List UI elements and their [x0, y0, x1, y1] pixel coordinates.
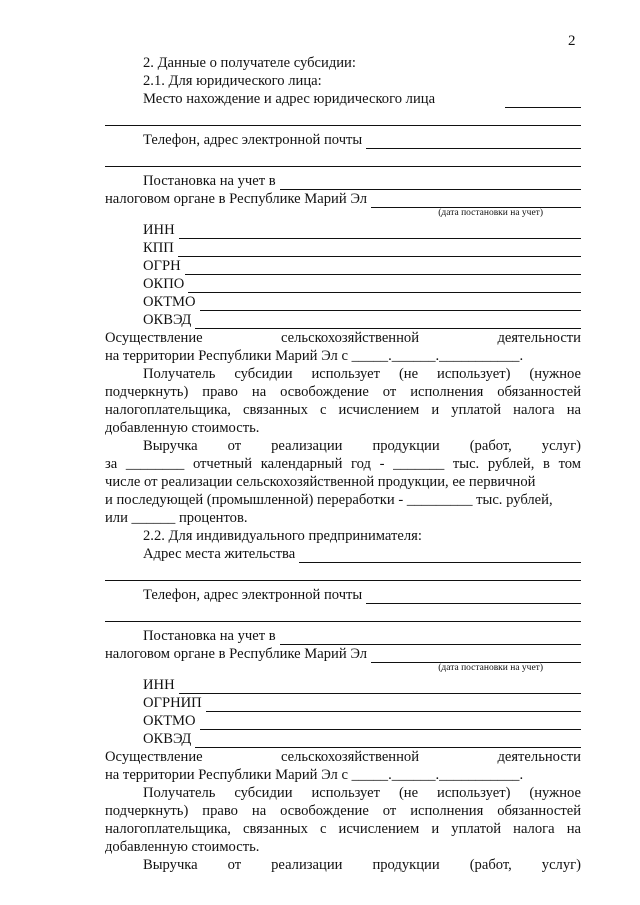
legal-reg-date-field[interactable]	[371, 195, 581, 208]
legal-reg-field[interactable]	[280, 177, 581, 190]
revenue-word: от	[227, 438, 242, 454]
revenue-word: Выручка	[143, 857, 198, 873]
code-input-line[interactable]	[206, 699, 581, 712]
legal-vat-paragraph	[105, 365, 581, 437]
legal-phone-label: Телефон, адрес электронной почты	[143, 132, 363, 148]
ip-reg-label2: налоговом органе в Республике Марий Эл	[105, 646, 368, 662]
activity-word: сельскохозяйственной	[281, 749, 420, 765]
ip-phone-field-line2[interactable]	[105, 604, 581, 622]
ip-reg-date-field[interactable]	[371, 650, 581, 663]
ip-address-row	[105, 545, 581, 563]
revenue-word: (работ,	[469, 857, 512, 873]
ip-activity-line2: на территории Республики Марий Эл с _____.______.___________.	[105, 767, 524, 783]
revenue-word: рублей,	[487, 456, 535, 472]
legal-phone-field-line2[interactable]	[105, 149, 581, 167]
code-input-line[interactable]	[200, 717, 581, 730]
form-sheet	[105, 54, 581, 874]
code-input-line[interactable]	[195, 316, 581, 329]
revenue-word: _______	[393, 456, 445, 472]
revenue-word: ________	[125, 456, 185, 472]
legal-phone-field[interactable]	[366, 136, 581, 149]
revenue-word: реализации	[271, 438, 343, 454]
activity-word: деятельности	[497, 749, 581, 765]
legal-address-field-line2[interactable]	[105, 108, 581, 126]
legal-activity-line1	[105, 329, 581, 347]
page-number: 2	[568, 33, 576, 49]
legal-address-row	[105, 90, 581, 108]
ip-address-label: Адрес места жительства	[143, 546, 296, 562]
ip-vat-paragraph	[105, 784, 581, 856]
legal-reg-label2: налоговом органе в Республике Марий Эл	[105, 191, 368, 207]
revenue-word: продукции	[372, 857, 440, 873]
ip-reg-row	[105, 627, 581, 645]
code-field-row	[105, 275, 581, 293]
code-label: ОГРНИП	[143, 695, 202, 711]
activity-word: сельскохозяйственной	[281, 330, 420, 346]
legal-revenue-line1	[105, 437, 581, 455]
ip-address-field[interactable]	[299, 550, 581, 563]
ip-revenue-line1	[105, 856, 581, 874]
code-input-line[interactable]	[178, 244, 581, 257]
legal-revenue-line5: или ______ процентов.	[105, 510, 248, 526]
code-field-row	[105, 676, 581, 694]
legal-revenue-line2	[105, 455, 581, 473]
revenue-word: отчетный	[192, 456, 253, 472]
revenue-word: в	[543, 456, 550, 472]
section-2-2-heading: 2.2. Для индивидуального предпринимателя:	[143, 528, 422, 544]
legal-reg-hint: (дата постановки на учет)	[438, 208, 543, 218]
code-label: ОКТМО	[143, 713, 196, 729]
code-input-line[interactable]	[179, 226, 581, 239]
ip-address-field-line2[interactable]	[105, 563, 581, 581]
legal-reg-row2	[105, 190, 581, 208]
ip-phone-field[interactable]	[366, 591, 581, 604]
activity-word: деятельности	[497, 330, 581, 346]
revenue-word: (работ,	[469, 438, 512, 454]
code-field-row	[105, 694, 581, 712]
legal-reg-row	[105, 172, 581, 190]
code-label: ОКВЭД	[143, 731, 192, 747]
section-2-heading: 2. Данные о получателе субсидии:	[143, 55, 356, 71]
revenue-word: тыс.	[452, 456, 480, 472]
revenue-word: за	[105, 456, 118, 472]
legal-codes-block	[105, 221, 581, 329]
code-field-row	[105, 730, 581, 748]
revenue-word: Выручка	[143, 438, 198, 454]
revenue-word: том	[558, 456, 582, 472]
legal-vat-text: Получатель субсидии использует (не использует) (нужное подчеркнуть) право на освобождение от исполнения обязанностей налогоплательщика, связанных с исчислением и уплатой налога на добавленную стоимость.	[105, 366, 581, 436]
code-label: ОКТМО	[143, 294, 196, 310]
ip-codes-block	[105, 676, 581, 748]
code-field-row	[105, 239, 581, 257]
legal-address-field[interactable]	[505, 95, 581, 108]
code-field-row	[105, 257, 581, 275]
code-field-row	[105, 221, 581, 239]
revenue-word: реализации	[271, 857, 343, 873]
ip-activity-line1	[105, 748, 581, 766]
ip-phone-label: Телефон, адрес электронной почты	[143, 587, 363, 603]
ip-reg-row2	[105, 645, 581, 663]
revenue-word: услуг)	[541, 857, 581, 873]
revenue-word: год	[351, 456, 371, 472]
ip-reg-label: Постановка на учет в	[143, 628, 276, 644]
code-label: ОКВЭД	[143, 312, 192, 328]
legal-activity-line2: на территории Республики Марий Эл с _____.______.___________.	[105, 348, 524, 364]
code-label: ОКПО	[143, 276, 185, 292]
ip-vat-text: Получатель субсидии использует (не использует) (нужное подчеркнуть) право на освобождение от исполнения обязанностей налогоплательщика, связанных с исчислением и уплатой налога на добавленную стоимость.	[105, 785, 581, 855]
code-field-row	[105, 293, 581, 311]
revenue-word: календарный	[260, 456, 343, 472]
code-field-row	[105, 311, 581, 329]
code-input-line[interactable]	[185, 262, 581, 275]
ip-phone-row	[105, 586, 581, 604]
activity-word: Осуществление	[105, 330, 203, 346]
code-input-line[interactable]	[195, 735, 581, 748]
code-label: ИНН	[143, 222, 175, 238]
code-label: ОГРН	[143, 258, 181, 274]
ip-reg-field[interactable]	[280, 632, 581, 645]
revenue-word: услуг)	[541, 438, 581, 454]
revenue-word: -	[379, 456, 385, 472]
code-label: ИНН	[143, 677, 175, 693]
legal-revenue-line3: числе от реализации сельскохозяйственной продукции, ее первичной	[105, 474, 536, 490]
revenue-word: от	[227, 857, 242, 873]
legal-address-label: Место нахождение и адрес юридического лица	[143, 91, 436, 107]
revenue-word: продукции	[372, 438, 440, 454]
code-input-line[interactable]	[179, 681, 581, 694]
code-label: КПП	[143, 240, 174, 256]
ip-reg-hint: (дата постановки на учет)	[438, 663, 543, 673]
code-input-line[interactable]	[188, 280, 581, 293]
activity-word: Осуществление	[105, 749, 203, 765]
legal-revenue-line4: и последующей (промышленной) переработки - _________ тыс. рублей,	[105, 492, 553, 508]
legal-phone-row	[105, 131, 581, 149]
legal-reg-label: Постановка на учет в	[143, 173, 276, 189]
code-input-line[interactable]	[200, 298, 581, 311]
section-2-1-heading: 2.1. Для юридического лица:	[143, 73, 322, 89]
code-field-row	[105, 712, 581, 730]
